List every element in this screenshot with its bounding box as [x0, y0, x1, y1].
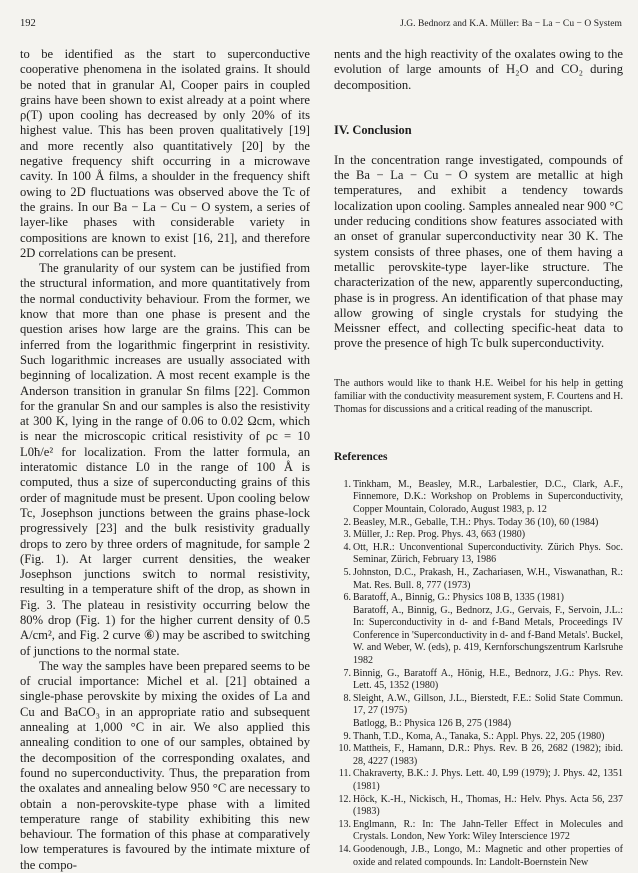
reference-item [334, 768, 623, 793]
reference-text: Englmann, R.: In: The Jahn-Teller Effect in Molecules and Crystals. London, New York: Wiley Interscience 1972 [353, 818, 623, 843]
reference-item [334, 794, 623, 819]
reference-text: Thanh, T.D., Koma, A., Tanaka, S.: Appl. Phys. 22, 205 (1980) [353, 730, 605, 742]
reference-text: Müller, J.: Rep. Prog. Phys. 43, 663 (1980) [353, 529, 526, 541]
reference-number: 10. [338, 743, 351, 755]
body-paragraph: nents and the high reactivity of the oxalates owing to the evolution of large amounts of H₂O and CO₂ during decomposition. [334, 47, 623, 92]
reference-number: 9. [343, 730, 351, 742]
reference-extra: Batlogg, B.: Physica 126 B, 275 (1984) [353, 718, 512, 730]
reference-text: Johnston, D.C., Prakash, H., Zachariasen, W.H., Viswanathan, R.: Mat. Res. Bull. 8, 777 (1973) [353, 566, 623, 591]
reference-list [334, 479, 623, 869]
reference-item [334, 542, 623, 567]
acknowledgement: The authors would like to thank H.E. Weibel for his help in getting familiar with the conductivity measurement system, F. Courtens and H. Thomas for discussions and a critical reading of the manuscript. [334, 377, 623, 415]
running-head: J.G. Bednorz and K.A. Müller: Ba − La − Cu − O System [400, 19, 622, 29]
reference-text: Chakraverty, B.K.: J. Phys. Lett. 40, L99 (1979); J. Phys. 42, 1351 (1981) [353, 768, 623, 792]
body-paragraph: The granularity of our system can be justified from the structural information, and more quantitatively from the normal conductivity behaviour. From the former, we know that more than one phase is present and the question arises how large are the grains. This can be inferred from the logarithmic fingerprint in resistivity. Such logarithmic increases are usually associated with beginning of localization. A most recent example is the Anderson transition in granular Sn films [22]. Common for the granular Sn and our samples is also the resistivity at 300 K, lying in the range of 0.06 to 0.02 Ωcm, which is near the microscopic critical resistivity of ρc = 10 L0ħ/e² for localization. From the latter formula, an interatomic distance L0 in the range of 100 Å is computed, thus a size of superconducting grains of this order of magnitude must be present. Upon cooling below Tc, Josephson junctions between the grains phase-lock progressively [23] and the bulk resistivity gradually drops to zero by three orders of magnitude, for sample 2 (Fig. 1). At larger current densities, the weaker Josephson junctions switch to normal resistivity, resulting in a temperature shift of the drop, as shown in Fig. 3. The plateau in resistivity occurring below the 80% drop (Fig. 1) for the higher current density of 0.5 A/cm², and Fig. 2 curve ⑥) may be ascribed to switching of junctions to the normal state. [20, 261, 310, 658]
section-heading-conclusion: IV. Conclusion [334, 122, 412, 137]
reference-number: 5. [343, 566, 351, 578]
reference-extra: Baratoff, A., Binnig, G., Bednorz, J.G., Gervais, F., Servoin, J.L.: In: Superconductivity in d- and f-Band Metals, Proceedings IV Conference in 'Superconductivity in d- and f-Band Metals'. Buckel, W. and Weber, W. (eds), p. 419, Kernforschungszentrum Karlsruhe 1982 [353, 604, 623, 667]
reference-number: 3. [343, 529, 351, 541]
reference-text: Goodenough, J.B., Longo, M.: Magnetic and other properties of oxide and related compounds. In: Landolt-Boernstein New [353, 843, 623, 868]
reference-number: 2. [343, 516, 351, 528]
reference-number: 7. [343, 667, 351, 679]
reference-item [334, 743, 623, 768]
reference-text: Sleight, A.W., Gillson, J.L., Bierstedt, F.E.: Solid State Commun. 17, 27 (1975) [353, 692, 623, 717]
reference-item [334, 844, 623, 869]
reference-number: 8. [343, 692, 351, 704]
reference-item [334, 693, 623, 731]
reference-number: 6. [343, 592, 351, 604]
reference-item [334, 819, 623, 844]
reference-number: 12. [338, 793, 351, 805]
left-column [20, 47, 310, 873]
reference-item [334, 529, 623, 542]
reference-text: Mattheis, F., Hamann, D.R.: Phys. Rev. B 26, 2682 (1982); ibid. 28, 4227 (1983) [353, 743, 623, 767]
page-number: 192 [20, 18, 36, 29]
reference-number: 1. [343, 478, 351, 490]
reference-item [334, 668, 623, 693]
reference-text: Tinkham, M., Beasley, M.R., Larbalestier, D.C., Clark, A.F., Finnemore, D.K.: Workshop on Problems in Superconductivity, Copper Mountain, Colorado, August 1983, p. 12 [353, 478, 623, 515]
reference-item [334, 479, 623, 517]
references-heading: References [334, 450, 388, 463]
reference-item [334, 567, 623, 592]
body-paragraph: to be identified as the start to superconductive cooperative phenomena in the isolated grains. It should be noted that in granular Al, Cooper pairs in coupled grains have been shown to exist already at a point where ρ(T) upon cooling has decreased by only 20% of its highest value. This has been proven qualitatively [19] and more recently also quantitatively [20] by the negative frequency shift occurring in a microwave cavity. In 100 Å films, a shoulder in the frequency shift owing to 2D fluctuations was observed above the Tc of the grains. In our Ba − La − Cu − O system, a series of layer-like phases with considerable variety in compositions are known to exist [16, 21], and therefore 2D correlations can be present. [20, 47, 310, 260]
conclusion-paragraph: In the concentration range investigated, compounds of the Ba − La − Cu − O system are metallic at high temperatures, and exhibit a tendency towards localization upon cooling. Samples annealed near 900 °C under reducing conditions show features associated with an onset of granular superconductivity near 30 K. The system consists of three phases, one of them having a metallic perovskite-type layer-like structure. The characterization of the new, apparently superconducting, phase is in progress. An identification of that phase may allow growing of single crystals for studying the Meissner effect, and collecting specific-heat data to prove the presence of high Tc bulk superconductivity. [334, 152, 623, 351]
reference-number: 13. [338, 818, 351, 830]
reference-text: Baratoff, A., Binnig, G.: Physics 108 B, 1335 (1981) [353, 592, 564, 604]
reference-item [334, 731, 623, 744]
reference-number: 14. [338, 843, 351, 855]
reference-text: Beasley, M.R., Geballe, T.H.: Phys. Today 36 (10), 60 (1984) [353, 516, 599, 528]
reference-number: 11. [338, 768, 351, 780]
body-paragraph: The way the samples have been prepared seems to be of crucial importance: Michel et al. [21] obtained a single-phase perovskite by mixing the oxides of La and Cu and BaCO₃ in an appropriate ratio and subsequent annealing at 1,000 °C in air. We also applied this annealing condition to one of our samples, obtained by the decomposition of the corresponding oxalates, and found no superconductivity. Thus, the preparation from the oxalates and annealing below 950 °C are necessary to obtain a non-perovskite-type phase with a limited temperature range of stability exhibiting this new behaviour. The formation of this phase at comparatively low temperatures is favoured by the intimate mixture of the compo- [20, 658, 310, 872]
reference-text: Binnig, G., Baratoff A., Hönig, H.E., Bednorz, J.G.: Phys. Rev. Lett. 45, 1352 (1980) [353, 667, 623, 692]
right-column [334, 47, 623, 869]
reference-text: Höck, K.-H., Nickisch, H., Thomas, H.: Helv. Phys. Acta 56, 237 (1983) [353, 793, 623, 818]
reference-item [334, 592, 623, 668]
reference-text: Ott, H.R.: Unconventional Superconductivity. Zürich Phys. Soc. Seminar, Zürich, February 13, 1986 [353, 541, 623, 566]
reference-number: 4. [343, 541, 351, 553]
reference-item [334, 517, 623, 530]
